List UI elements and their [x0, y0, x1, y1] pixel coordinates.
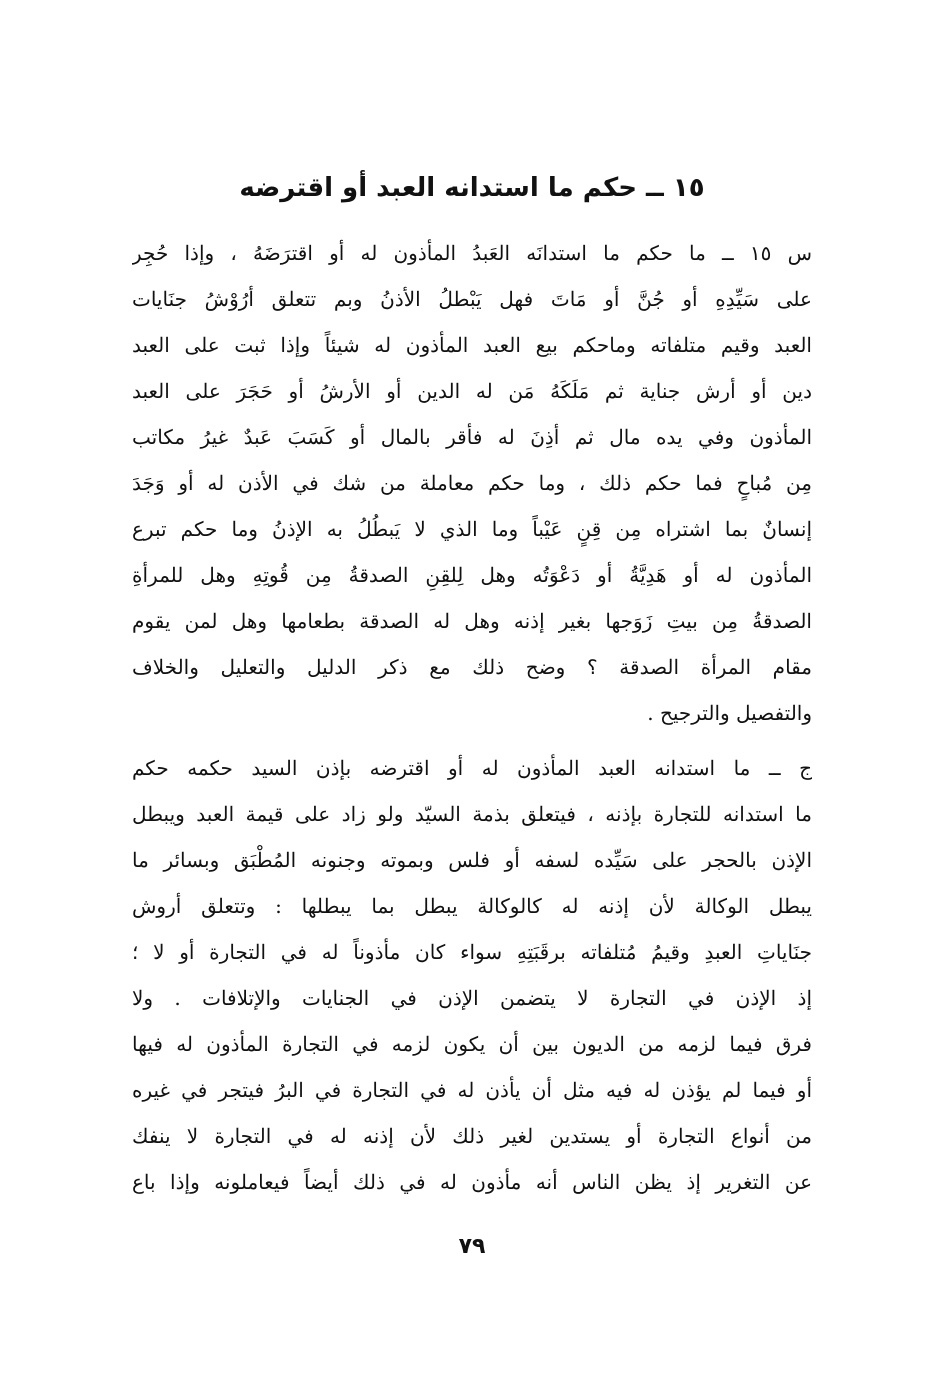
question-line: المأذون وفي يده مال ثم أذِنَ له فأقر بالمال أو كَسَبَ عَبدٌ غيرُ مكاتب [132, 425, 812, 449]
answer-line: أو فيما لم يؤذن له فيه مثل أن يأذن له في التجارة في البرُ فيتجر في غيره [132, 1078, 812, 1102]
page-number: ٧٩ [458, 1234, 486, 1259]
question-line: الصدقةُ مِن بيتِ زَوَجها بغير إذنه وهل له الصدقة بطعامها وهل لمن يقوم [132, 609, 812, 633]
answer-line: جنَاياتِ العبدِ وقيمُ مُتلفاته برقَبَتِهِ سواء كان مأذوناً له في التجارة أو لا ؛ [132, 940, 812, 964]
question-line: دين أو أرش جناية ثم مَلَكَهُ مَن له الدين أو الأرشُ أو حَجَرَ على العبد [132, 379, 812, 403]
question-line: العبد وقيم متلفاته وماحكم بيع العبد المأذون له شيئاً وإذا ثبت على العبد [132, 333, 812, 357]
answer-line: ما استدانه للتجارة بإذنه ، فيتعلق بذمة السيّد ولو زاد على قيمة العبد ويبطل [132, 802, 812, 826]
answer-line: إذ الإذن في التجارة لا يتضمن الإذن في الجنايات والإتلافات . ولا [132, 986, 812, 1010]
question-line: المأذون له أو هَدِيَّةُ أو دَعْوَتُه وهل لِلقِنِ الصدقةُ مِن قُوتِهِ وهل للمرأةِ [132, 563, 812, 587]
answer-line: الإذن بالحجر على سَيِّده لسفه أو فلس وبموته وجنونه المُطْبَق وبسائر ما [132, 848, 812, 872]
answer-paragraph [132, 745, 812, 1205]
question-paragraph [132, 230, 812, 736]
question-line: إنسانٌ بما اشتراه مِن قِنٍ عَيْباً وما الذي لا يَبطُلُ به الإذنُ وما حكم تبرع [132, 517, 812, 541]
answer-line: من أنواع التجارة أو يستدين لغير ذلك لأن إذنه له في التجارة لا ينفك [132, 1124, 812, 1148]
question-line: على سَيِّدِهِ أو جُنَّ أو مَاتَ فهل يَبْطلُ الأذنُ وبم تتعلق أرُوْشُ جنَايات [132, 287, 812, 311]
answer-line: ج ــ ما استدانه العبد المأذون له أو اقترضه بإذن السيد حكمه حكم [132, 756, 812, 780]
question-line: مِن مُباحٍ فما حكم ذلك ، وما حكم معاملة من شك في الأذن له أو وَجَدَ [132, 471, 812, 495]
question-line: مقام المرأة الصدقة ؟ وضح ذلك مع ذكر الدليل والتعليل والخلاف [132, 655, 812, 679]
answer-line: يبطل الوكالة لأن إذنه له كالوكالة يبطل بما يبطلها : وتتعلق أروش [132, 894, 812, 918]
question-line-last: والتفصيل والترجيح . [647, 701, 812, 725]
section-heading: ١٥ ــ حكم ما استدانه العبد أو اقترضه [239, 173, 705, 203]
answer-line: فرق فيما لزمه من الديون بين أن يكون لزمه في التجارة المأذون له فيها [132, 1032, 812, 1056]
question-line: س ١٥ ــ ما حكم ما استدانَه العَبدُ المأذون له أو اقترَضَهُ ، وإذا حُجِر [132, 241, 812, 265]
answer-line: عن التغرير إذ يظن الناس أنه مأذون له في ذلك أيضاً فيعاملونه وإذا باع [132, 1170, 812, 1194]
